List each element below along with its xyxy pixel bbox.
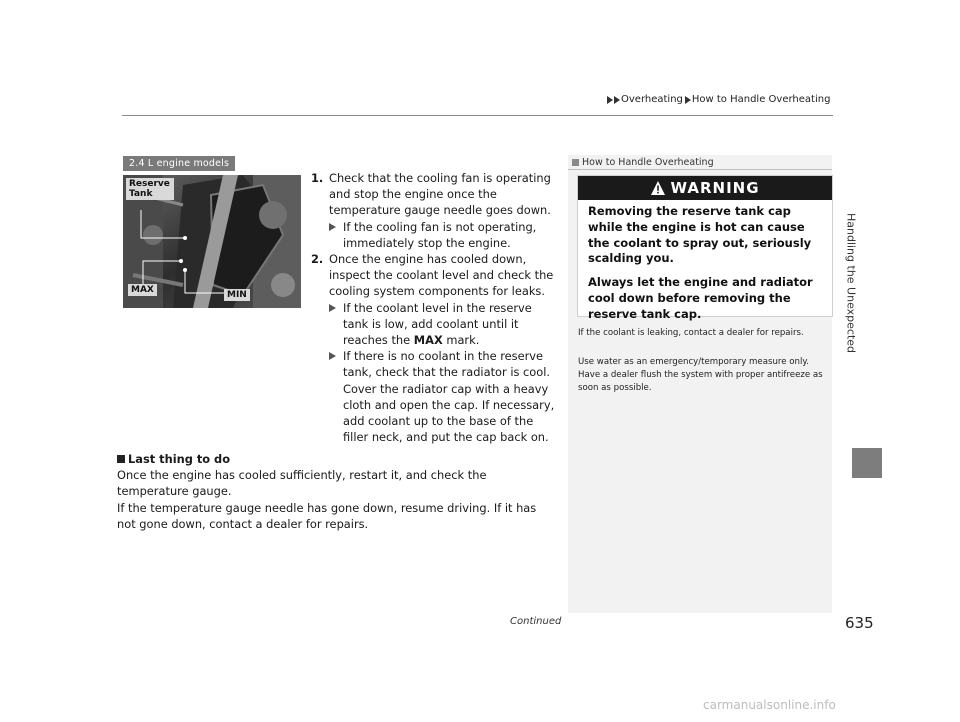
continued-label: Continued <box>510 616 562 627</box>
procedure-steps <box>311 170 555 445</box>
step-number: 1. <box>311 171 324 185</box>
step-2 <box>311 251 555 300</box>
warning-title: WARNING <box>670 179 760 197</box>
max-mark-label: MAX <box>413 333 443 348</box>
callout-min: MIN <box>224 289 250 301</box>
sidebar-rule <box>568 169 832 170</box>
breadcrumb-arrow-icon <box>607 96 613 104</box>
warning-box <box>577 175 833 321</box>
sidebar-heading-text: How to Handle Overheating <box>582 156 714 168</box>
sidebar-note-1: If the coolant is leaking, contact a dealer for repairs. <box>578 328 804 338</box>
step-text: Check that the cooling fan is operating and stop the engine once the temperature gauge needle goes down. <box>329 171 551 218</box>
last-thing-para-1: Once the engine has cooled sufficiently, restart it, and check the temperature gauge. <box>117 468 487 499</box>
sub-text: If the coolant level in the reserve tank is low, add coolant until it reaches the <box>343 300 532 348</box>
sub-text: If the cooling fan is not operating, immediately stop the engine. <box>343 219 537 250</box>
callout-max: MAX <box>128 284 157 296</box>
sub-text-post: mark. <box>446 333 480 348</box>
image-label: 2.4 L engine models <box>123 156 235 171</box>
breadcrumb <box>607 94 830 105</box>
warning-triangle-icon <box>650 180 666 196</box>
warning-body <box>578 200 832 323</box>
step-2-sub-2 <box>311 348 555 445</box>
warning-text-2: Always let the engine and radiator cool down before removing the reserve tank cap. <box>588 275 813 321</box>
step-2-sub-1 <box>311 300 555 349</box>
section-tab-label: Handling the Unexpected <box>844 212 858 354</box>
sub-text: If there is no coolant in the reserve tank, check that the radiator is cool. Cover the radiator cap with a heavy cloth and open the cap. If necessary, add coolant up to the base of the filler neck, and put the cap back on. <box>343 349 555 445</box>
section-tab[interactable] <box>836 120 866 446</box>
page-number: 635 <box>845 614 874 632</box>
square-bullet-icon <box>572 159 579 166</box>
watermark: carmanualsonline.info <box>703 698 836 712</box>
breadcrumb-arrow-icon <box>685 96 691 104</box>
section-marker <box>852 448 882 478</box>
arrow-icon <box>329 352 336 360</box>
breadcrumb-item-overheating[interactable]: Overheating <box>621 94 683 105</box>
arrow-icon <box>329 304 336 312</box>
sidebar-heading <box>568 155 832 169</box>
step-1 <box>311 170 555 219</box>
header-rule <box>122 115 833 116</box>
arrow-icon <box>329 223 336 231</box>
square-bullet-icon <box>117 455 125 463</box>
last-thing-heading <box>117 451 557 467</box>
step-text: Once the engine has cooled down, inspect the coolant level and check the cooling system components for leaks. <box>329 252 554 299</box>
last-thing-para-2: If the temperature gauge needle has gone down, resume driving. If it has not gone down, contact a dealer for repairs. <box>117 500 537 531</box>
breadcrumb-item-how-to-handle[interactable]: How to Handle Overheating <box>691 94 831 105</box>
sidebar-note-2: Use water as an emergency/temporary measure only. Have a dealer flush the system with proper antifreeze as soon as possible. <box>578 357 823 393</box>
last-thing-heading-text: Last thing to do <box>128 452 231 466</box>
step-1-sub-1 <box>311 219 555 251</box>
breadcrumb-arrow-icon <box>614 96 620 104</box>
step-number: 2. <box>311 252 324 267</box>
warning-text-1: Removing the reserve tank cap while the engine is hot can cause the coolant to spray out, seriously scalding you. <box>588 204 812 266</box>
last-thing-section <box>117 451 557 532</box>
warning-bar <box>578 176 832 200</box>
callout-reserve-tank: Reserve Tank <box>126 178 174 200</box>
